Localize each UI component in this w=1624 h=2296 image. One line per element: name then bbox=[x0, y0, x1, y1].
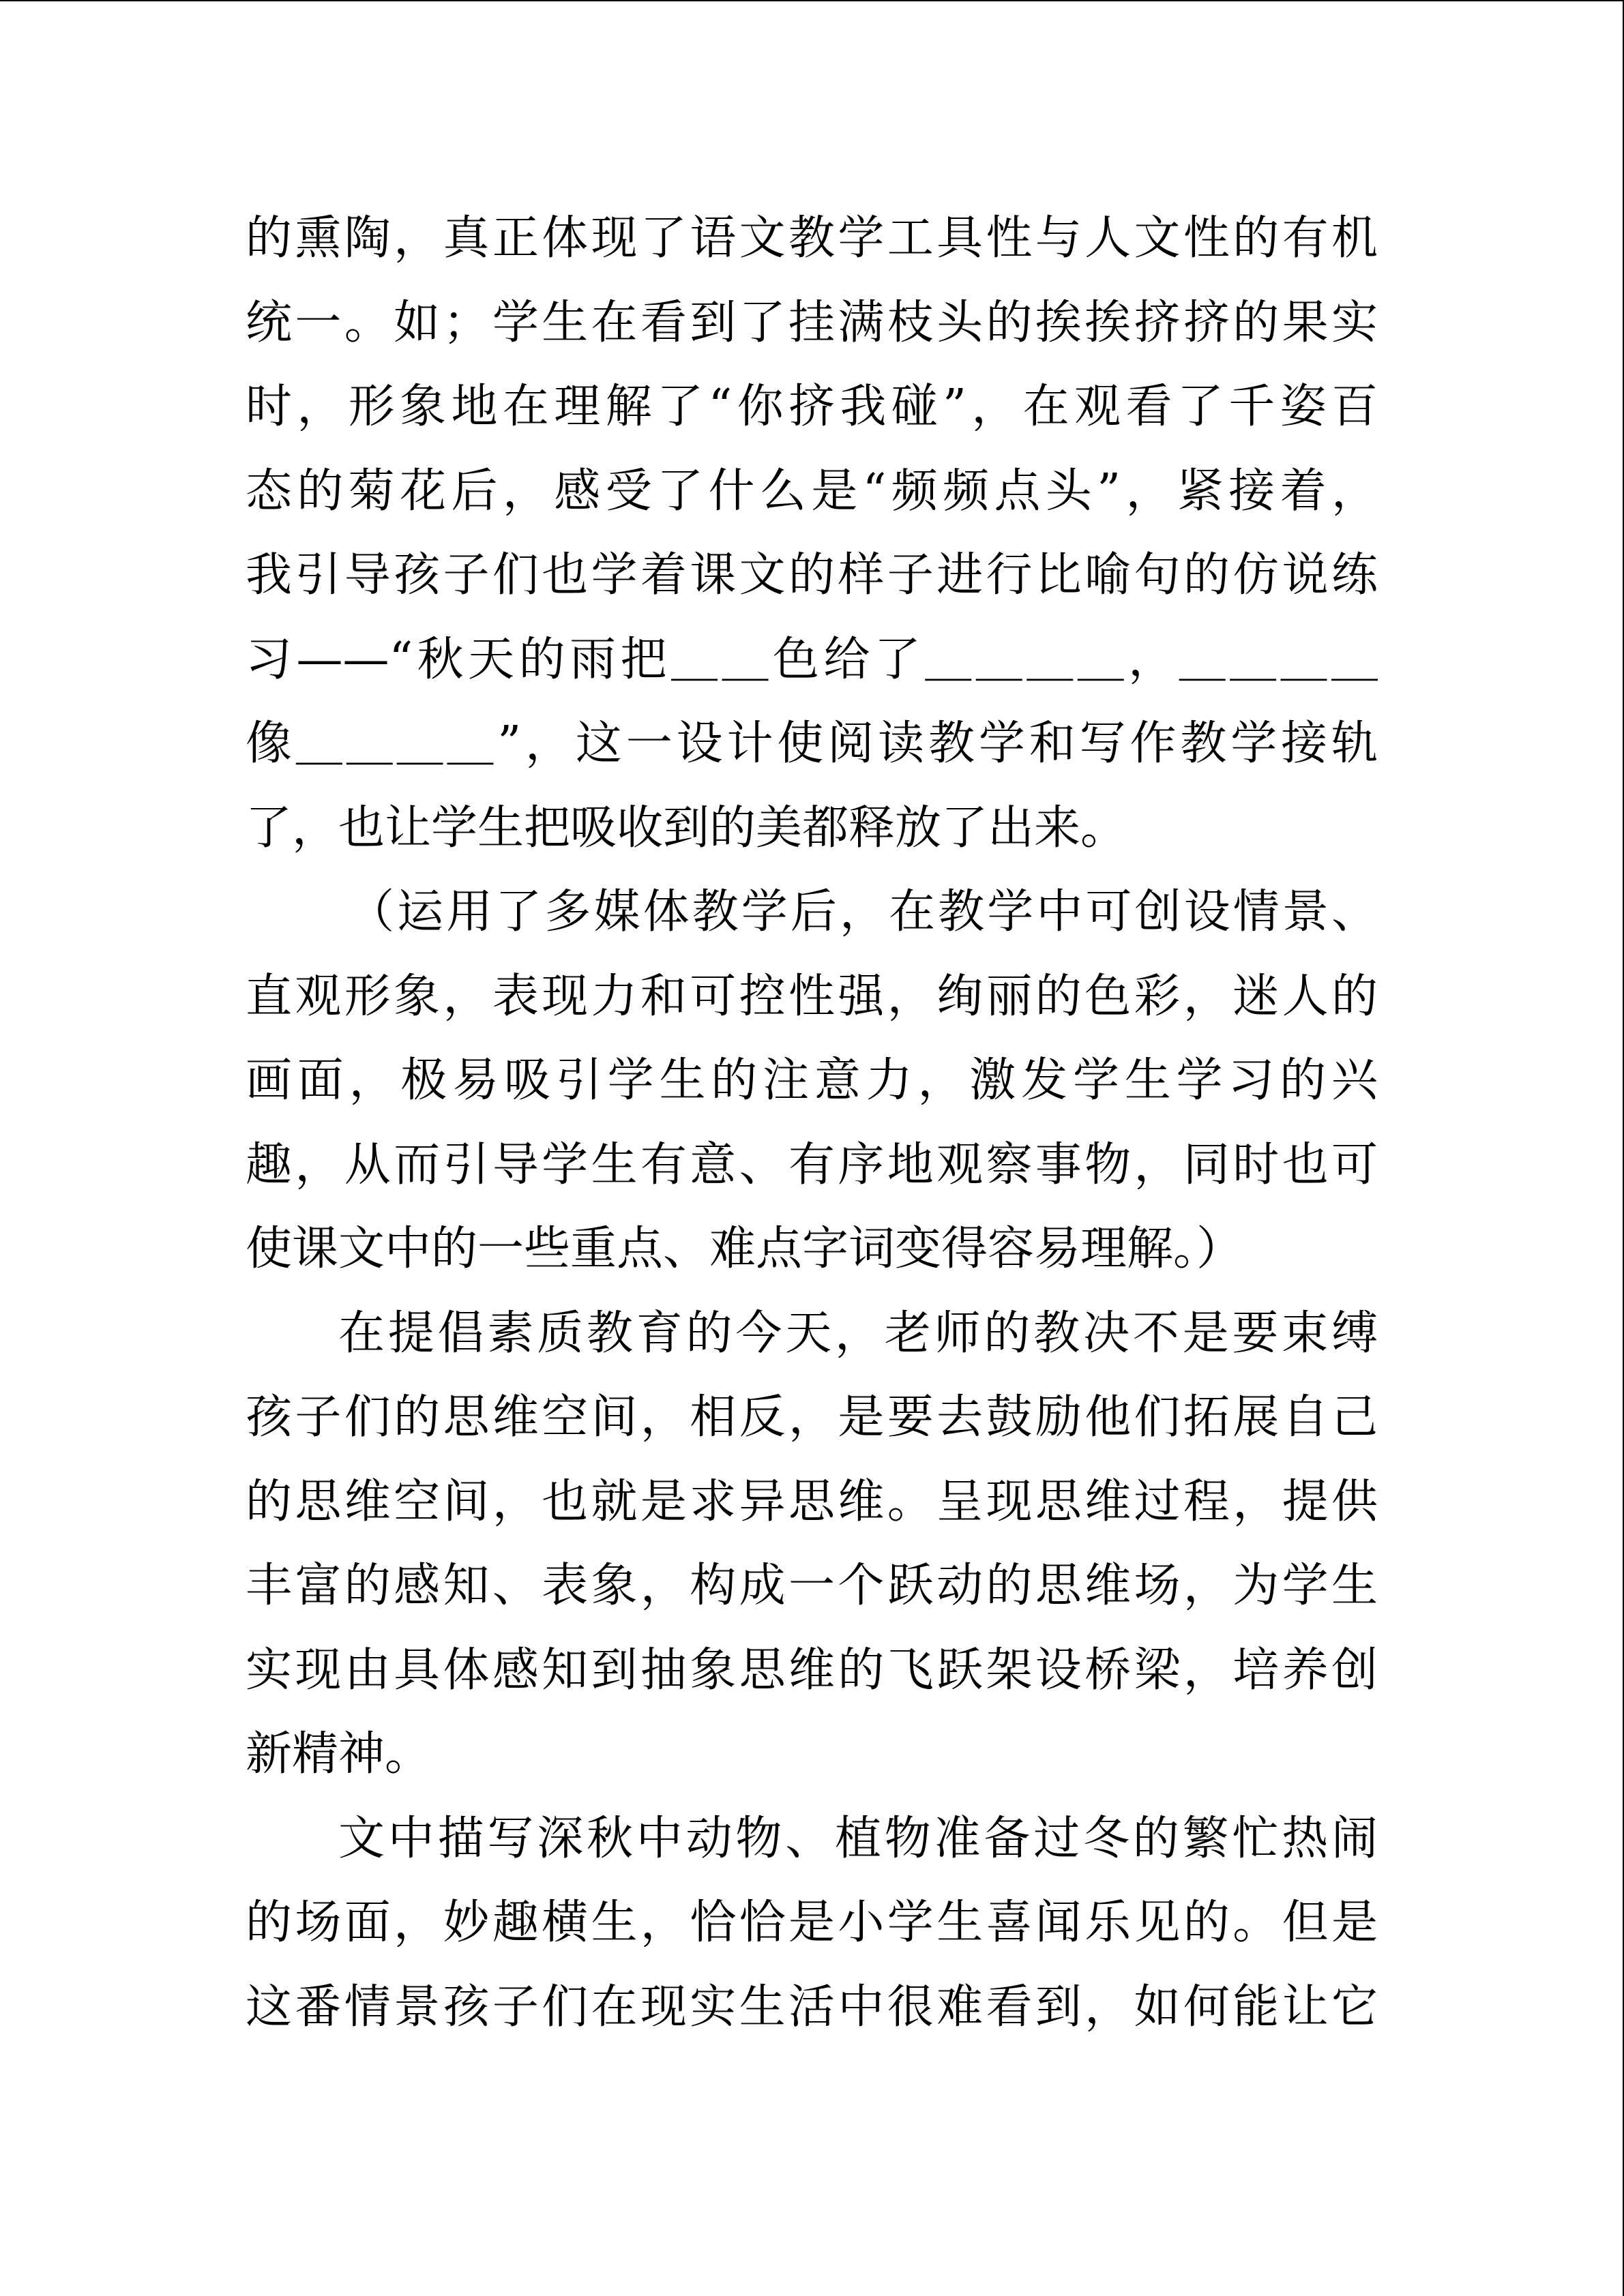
paragraph-start-line: 在提倡素质教育的今天，老师的教决不是要束缚 bbox=[338, 1306, 1378, 1360]
text-line: 态的菊花后，感受了什么是“频频点头”，紧接着， bbox=[246, 464, 1378, 518]
text-line: 实现由具体感知到抽象思维的飞跃架设桥梁，培养创 bbox=[246, 1643, 1378, 1697]
text-line: 新精神。 bbox=[246, 1727, 432, 1781]
text-line: 趣，从而引导学生有意、有序地观察事物，同时也可 bbox=[246, 1137, 1378, 1192]
text-line: 直观形象，表现力和可控性强，绚丽的色彩，迷人的 bbox=[246, 969, 1378, 1024]
text-line: 使课文中的一些重点、难点字词变得容易理解。） bbox=[246, 1222, 1243, 1276]
text-line: 习——“秋天的雨把＿＿色给了＿＿＿＿，＿＿＿＿ bbox=[246, 632, 1378, 687]
text-line: 的熏陶，真正体现了语文教学工具性与人文性的有机 bbox=[246, 211, 1378, 265]
paragraph-start-line: 文中描写深秋中动物、植物准备过冬的繁忙热闹 bbox=[338, 1811, 1378, 1866]
text-line: 的场面，妙趣横生，恰恰是小学生喜闻乐见的。但是 bbox=[246, 1896, 1378, 1950]
paragraph-start-line: （运用了多媒体教学后，在教学中可创设情景、 bbox=[348, 885, 1378, 939]
document-body bbox=[246, 196, 1378, 2049]
text-line: 画面，极易吸引学生的注意力，激发学生学习的兴 bbox=[246, 1054, 1378, 1107]
text-line: 像＿＿＿＿”，这一设计使阅读教学和写作教学接轨 bbox=[246, 717, 1378, 771]
text-line: 的思维空间，也就是求异思维。呈现思维过程，提供 bbox=[246, 1474, 1378, 1529]
text-line: 这番情景孩子们在现实生活中很难看到，如何能让它 bbox=[246, 1980, 1378, 2034]
text-line: 我引导孩子们也学着课文的样子进行比喻句的仿说练 bbox=[246, 548, 1378, 602]
text-line: 统一。如；学生在看到了挂满枝头的挨挨挤挤的果实 bbox=[246, 295, 1378, 350]
text-line: 丰富的感知、表象，构成一个跃动的思维场，为学生 bbox=[246, 1559, 1378, 1613]
text-line: 孩子们的思维空间，相反，是要去鼓励他们拓展自己 bbox=[246, 1390, 1378, 1444]
text-line: 了，也让学生把吸收到的美都释放了出来。 bbox=[246, 801, 1127, 855]
text-line: 时，形象地在理解了“你挤我碰”，在观看了千姿百 bbox=[246, 380, 1378, 434]
